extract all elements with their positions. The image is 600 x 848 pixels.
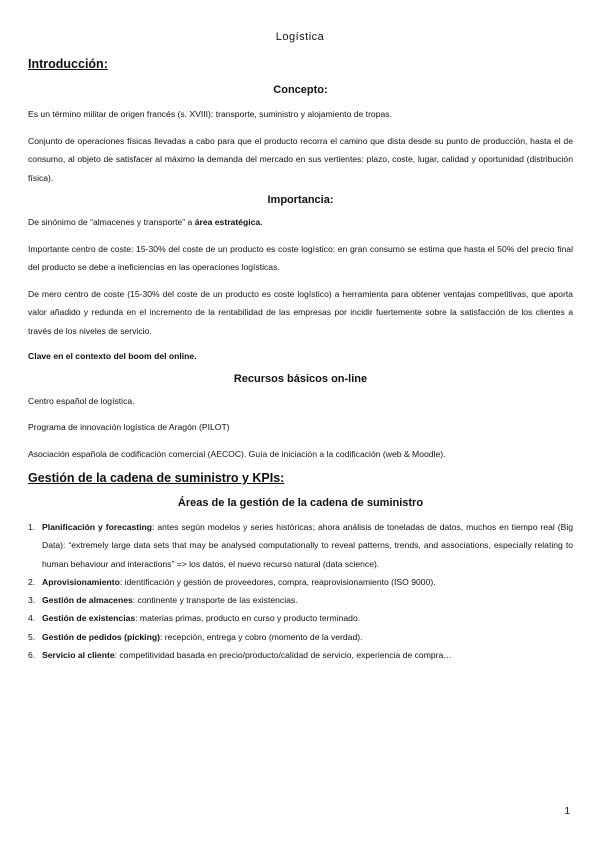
list-item: [28, 518, 573, 573]
paragraph-importancia-2: Importante centro de coste: 15-30% del coste de un producto es coste logístico; en gran consumo se estima que hasta el 50% del precio final del producto se debe a ineficiencias en las operaciones logísticas.: [28, 243, 573, 272]
list-item-label: Aprovisionamiento: [42, 576, 120, 587]
list-item-text: : recepción, entrega y cobro (momento de la verdad).: [159, 631, 363, 642]
list-number: 3.: [28, 595, 36, 606]
list-item-label: Gestión de pedidos (picking): [42, 631, 160, 642]
section-heading-gestion: Gestión de la cadena de suministro y KPIs:: [28, 471, 285, 485]
list-number: 4.: [28, 613, 36, 624]
list-item: [28, 573, 573, 591]
list-number: 2.: [28, 576, 36, 587]
subheading-concepto: Concepto:: [273, 84, 328, 96]
paragraph-importancia-3: De mero centro de coste (15-30% del coste de un producto es coste logístico) a herramienta para obtener ventajas competitivas, que aporta valor añadido y redunda en el incremento de la rentabilidad de las empresas por incidir fuertemente sobre la satisfacción de los clientes a través de los niveles de servicio.: [28, 288, 573, 336]
document-body: [28, 57, 573, 664]
list-item: [28, 646, 573, 664]
list-number: 1.: [28, 522, 36, 532]
subheading-recursos: Recursos básicos on-line: [233, 372, 368, 385]
areas-list: [28, 518, 573, 664]
section-heading-introduccion: Introducción:: [28, 57, 108, 71]
paragraph-concepto-1: Es un término militar de origen francés (s. XVIII): transporte, suministro y alojamiento de tropas.: [28, 109, 392, 119]
list-item: [28, 609, 573, 627]
paragraph-concepto-2: Conjunto de operaciones físicas llevadas a cabo para que el producto recorra el camino que dista desde su punto de producción, hasta el de consumo, al objeto de satisfacer al máximo la demanda del mercado en sus vertientes: plazo, coste, lugar, calidad y oportunidad (distribución física).: [28, 135, 573, 183]
list-item-text: : antes según modelos y series históricas; ahora análisis de toneladas de datos, muchos en tiempo real (Big Data): “extremely large data sets that may be analysed computationally to reveal patterns, trends, and associations, especially relating to human behaviour and interactions” => los datos, el nuevo recurso natural (data science).: [42, 522, 574, 569]
list-item-text: : continente y transporte de las existencias.: [132, 595, 298, 606]
paragraph-importancia-1: [28, 213, 573, 232]
recurso-item: Programa de innovación logística de Aragón (PILOT): [28, 422, 230, 432]
page-number: 1: [564, 806, 570, 817]
importancia-1-bold: área estratégica.: [194, 217, 263, 227]
list-item-text: : identificación y gestión de proveedores, compra, reaprovisionamiento (ISO 9000).: [119, 576, 436, 587]
list-item-label: Servicio al cliente: [42, 650, 115, 661]
list-item-text: : competitividad basada en precio/producto/calidad de servicio, experiencia de compra…: [114, 650, 452, 661]
list-item: [28, 591, 573, 609]
paragraph-importancia-4: Clave en el contexto del boom del online.: [28, 351, 197, 361]
recurso-item: Centro español de logística.: [28, 395, 135, 406]
list-item: [28, 628, 573, 646]
subheading-importancia: Importancia:: [267, 194, 334, 206]
list-number: 6.: [28, 650, 36, 661]
subheading-areas: Áreas de la gestión de la cadena de suministro: [177, 497, 424, 509]
recurso-item: Asociación española de codificación comercial (AECOC). Guía de iniciación a la codificación (web & Moodle).: [28, 448, 446, 459]
list-item-label: Gestión de existencias: [42, 613, 136, 624]
list-item-label: Planificación y forecasting: [42, 522, 153, 532]
importancia-1-text: De sinónimo de “almacenes y transporte” a: [28, 217, 195, 227]
list-item-text: : materias primas, producto en curso y producto terminado.: [135, 613, 361, 624]
list-item-label: Gestión de almacenes: [42, 595, 133, 606]
page-title: Logística: [275, 31, 325, 43]
list-number: 5.: [28, 631, 36, 642]
